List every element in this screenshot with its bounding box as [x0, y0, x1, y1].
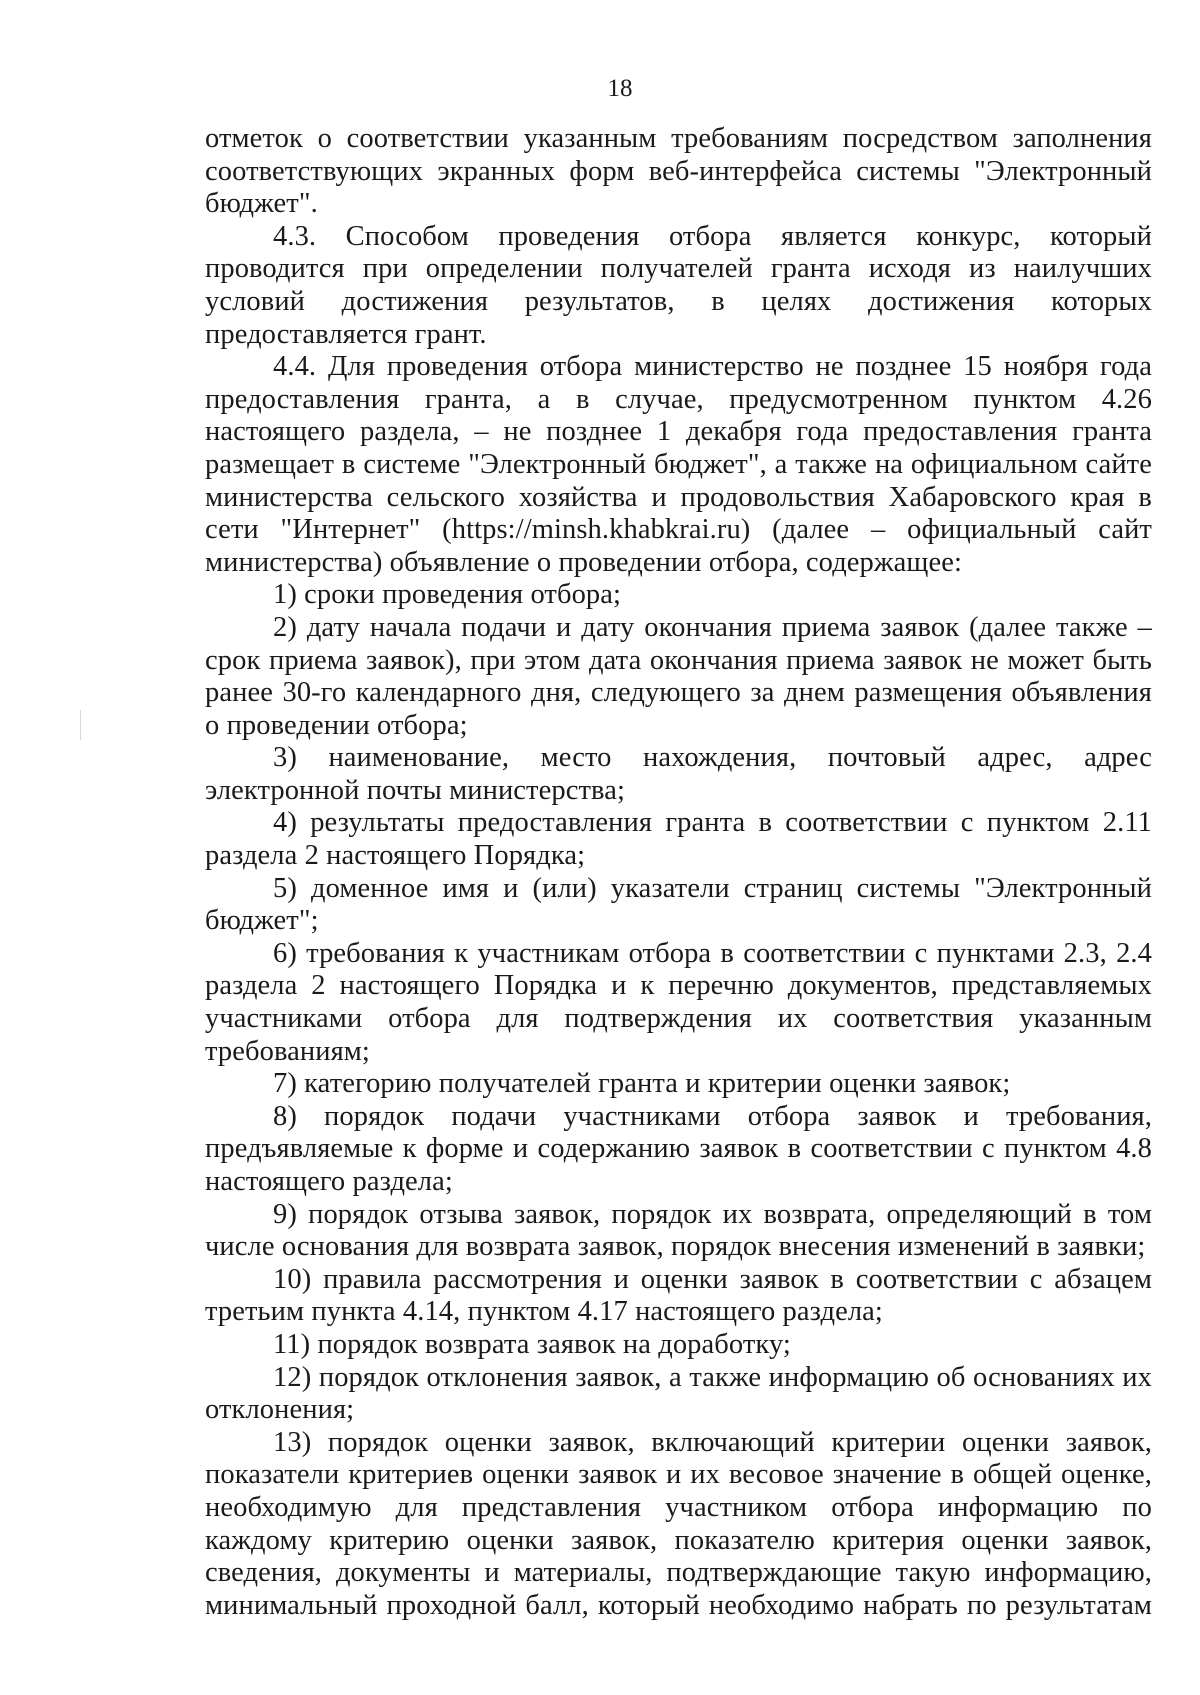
paragraph-continuation: отметок о соответствии указанным требованиям посредством заполнения соответствующих экранных форм веб-интерфейса системы "Электронный бюджет".: [205, 123, 1152, 220]
list-item-12: 12) порядок отклонения заявок, а также информацию об основаниях их отклонения;: [205, 1361, 1152, 1426]
list-item-2: 2) дату начала подачи и дату окончания приема заявок (далее также – срок приема заявок), при этом дата окончания приема заявок не может быть ранее 30-го календарного дня, следующего за днем размещения объявления о проведении отбора;: [205, 611, 1152, 741]
list-item-1: 1) сроки проведения отбора;: [273, 579, 622, 611]
list-item-11: 11) порядок возврата заявок на доработку;: [273, 1328, 791, 1360]
list-item-6: 6) требования к участникам отбора в соответствии с пунктами 2.3, 2.4 раздела 2 настоящего Порядка и к перечню документов, представляемых участниками отбора для подтверждения их соответствия указанным требованиям;: [205, 937, 1152, 1067]
paragraph-4-3: 4.3. Способом проведения отбора является конкурс, который проводится при определении получателей гранта исходя из наилучших условий достижения результатов, в целях достижения которых предоставляется грант.: [205, 220, 1152, 350]
list-item-13: 13) порядок оценки заявок, включающий критерии оценки заявок, показатели критериев оценки заявок и их весовое значение в общей оценке, необходимую для представления участником отбора информацию по каждому критерию оценки заявок, показателю критерия оценки заявок, сведения, документы и материалы, подтверждающие такую информацию, минимальный проходной балл, который необходимо набрать по результатам: [205, 1426, 1152, 1621]
list-item-9: 9) порядок отзыва заявок, порядок их возврата, определяющий в том числе основания для возврата заявок, порядок внесения изменений в заявки;: [205, 1198, 1152, 1263]
list-item-5: 5) доменное имя и (или) указатели страниц системы "Электронный бюджет";: [205, 872, 1152, 937]
list-item-8: 8) порядок подачи участниками отбора заявок и требования, предъявляемые к форме и содержанию заявок в соответствии с пунктом 4.8 настоящего раздела;: [205, 1100, 1152, 1197]
document-body: [205, 123, 1152, 1622]
paragraph-4-4: 4.4. Для проведения отбора министерство не позднее 15 ноября года предоставления гранта, а в случае, предусмотренном пунктом 4.26 настоящего раздела, – не позднее 1 декабря года предоставления гранта размещает в системе "Электронный бюджет", а также на официальном сайте министерства сельского хозяйства и продовольствия Хабаровского края в сети "Интернет" (https://minsh.khabkrai.ru) (далее – официальный сайт министерства) объявление о проведении отбора, содержащее:: [205, 351, 1152, 578]
page-number: 18: [607, 75, 633, 102]
scan-edge-mark: [80, 710, 81, 740]
list-item-10: 10) правила рассмотрения и оценки заявок в соответствии с абзацем третьим пункта 4.14, пунктом 4.17 настоящего раздела;: [205, 1263, 1152, 1328]
list-item-7: 7) категорию получателей гранта и критерии оценки заявок;: [273, 1068, 1011, 1100]
list-item-3: 3) наименование, место нахождения, почтовый адрес, адрес электронной почты министерства;: [205, 742, 1152, 806]
list-item-4: 4) результаты предоставления гранта в соответствии с пунктом 2.11 раздела 2 настоящего Порядка;: [205, 807, 1152, 872]
